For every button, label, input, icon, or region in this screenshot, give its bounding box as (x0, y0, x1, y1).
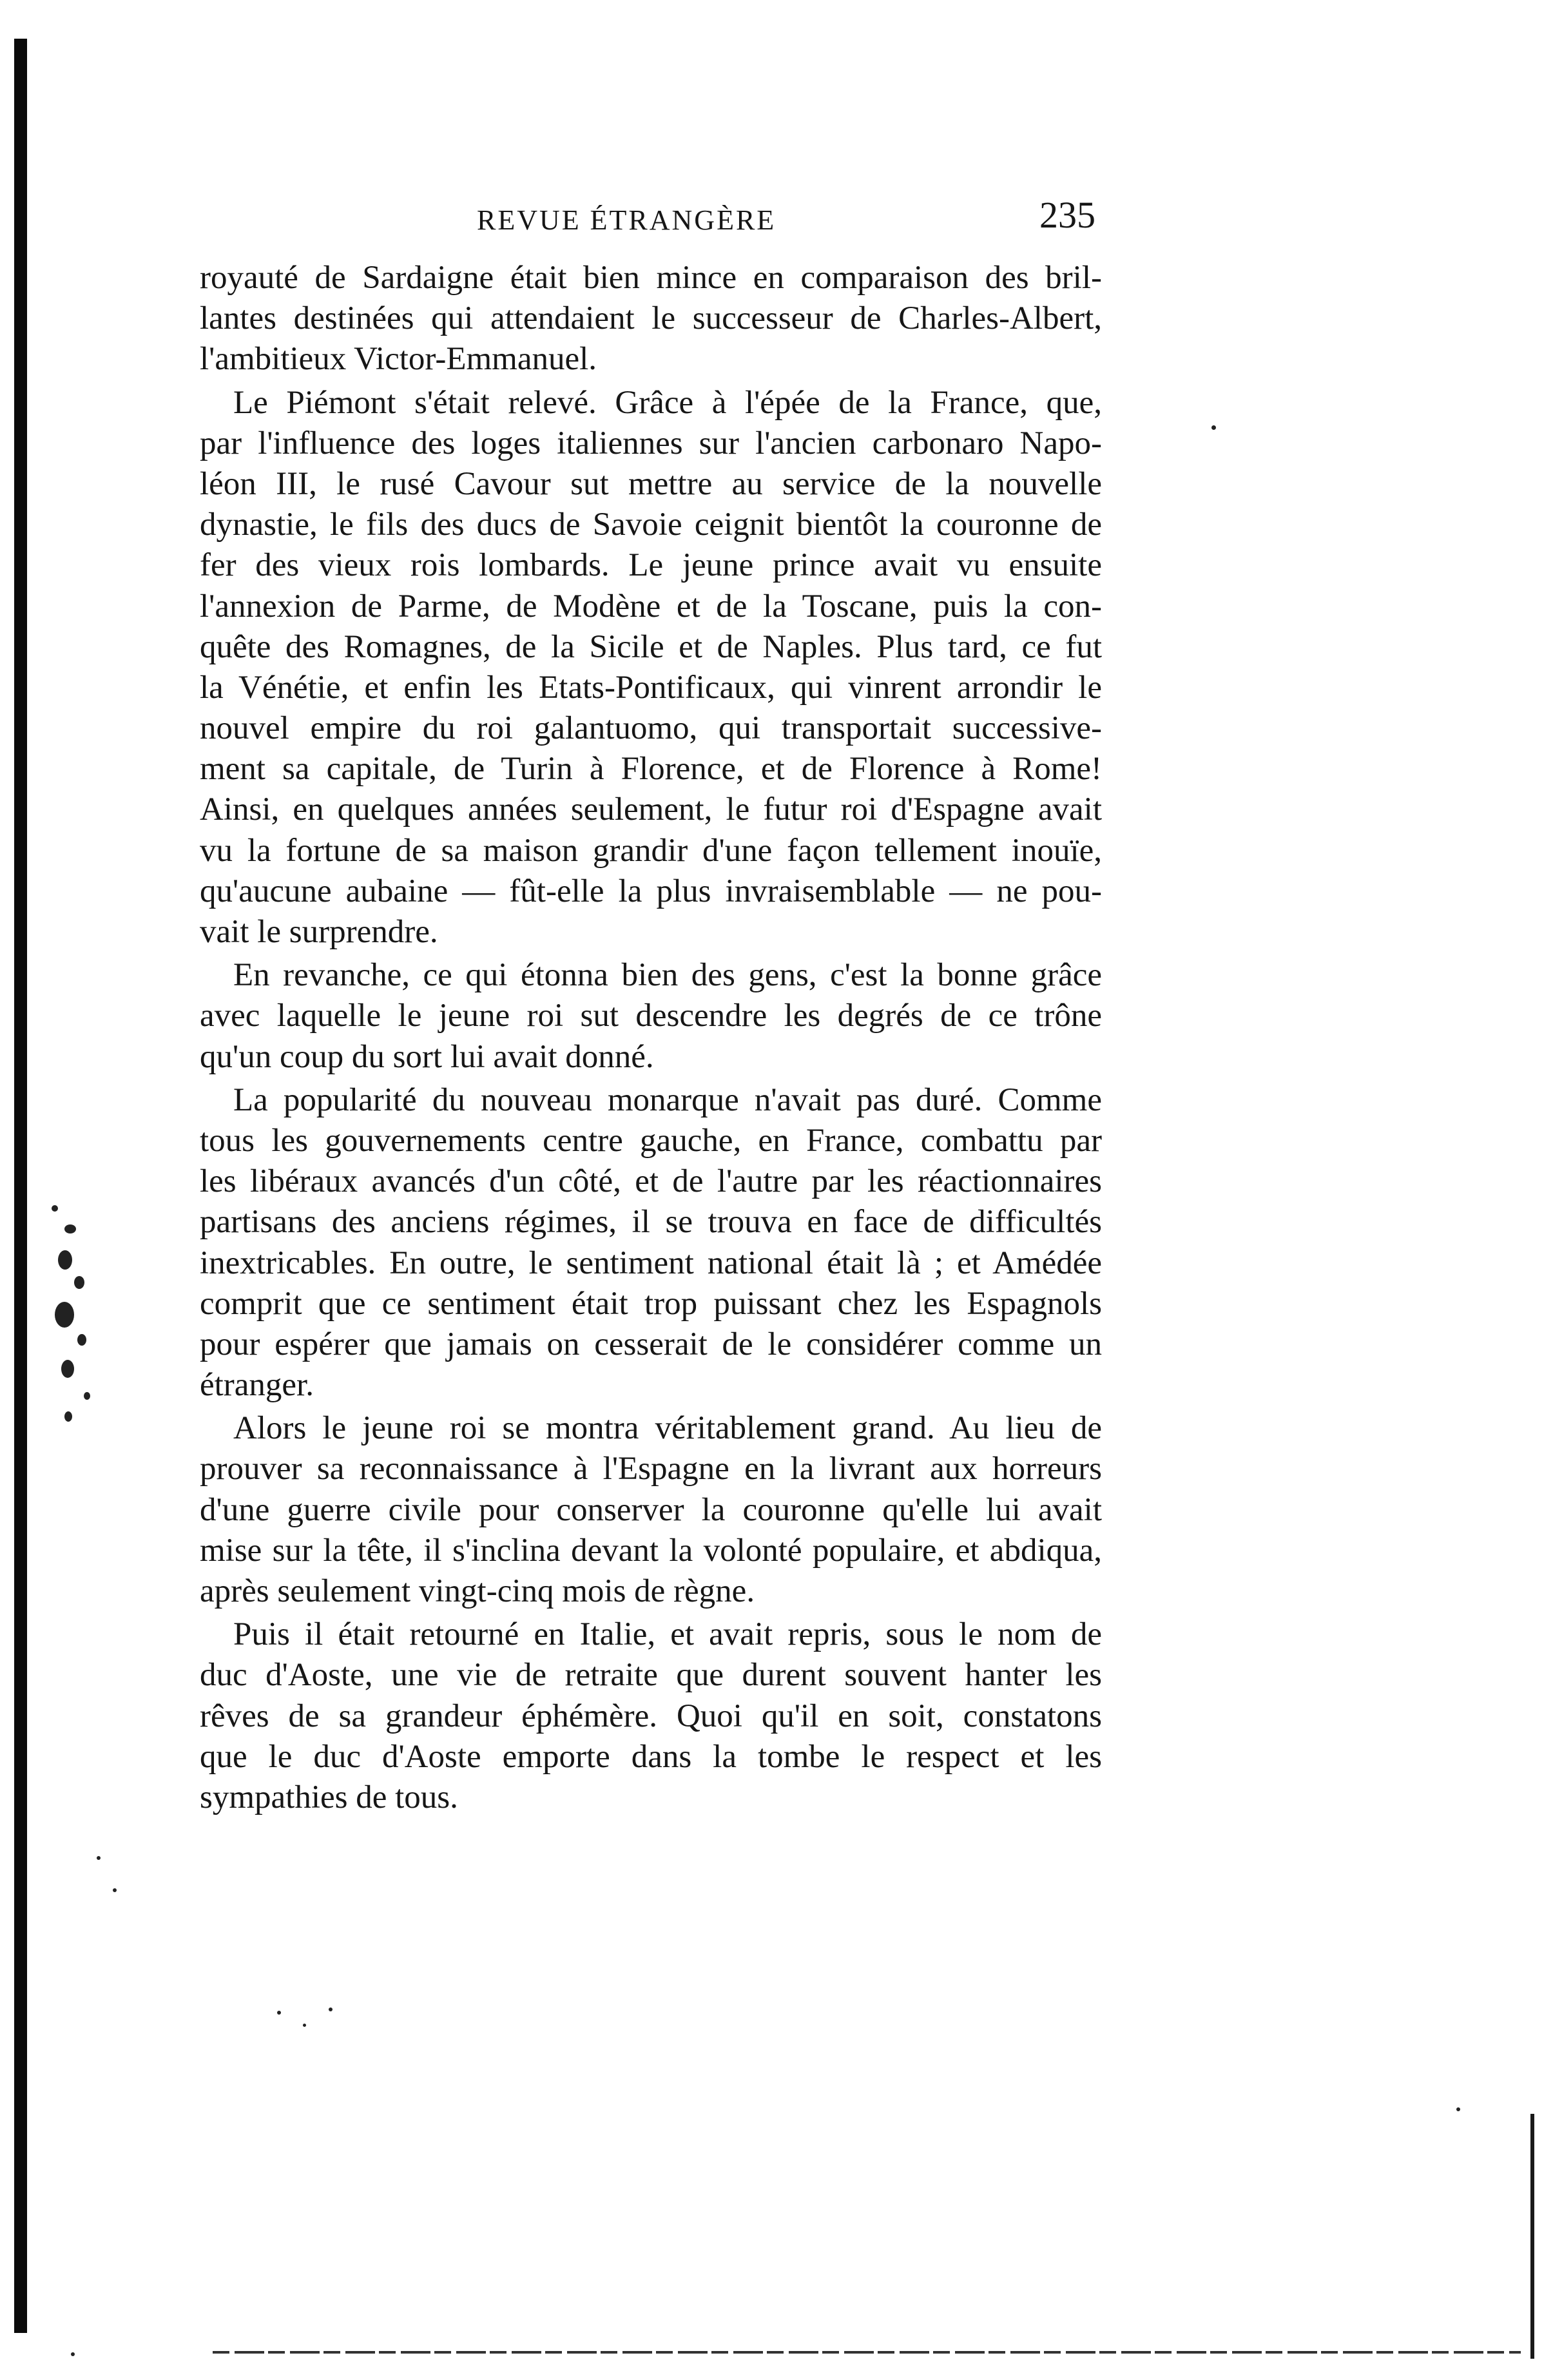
running-title: REVUE ÉTRANGÈRE (477, 204, 776, 236)
scan-speck (303, 2024, 306, 2027)
text-line: vait le surprendre. (200, 914, 438, 950)
paragraph-5 (200, 1408, 1102, 1612)
scan-smudge (39, 1199, 103, 1431)
paragraph-1 (200, 258, 1102, 380)
paragraph-6 (200, 1614, 1102, 1818)
text-line: Le Piémont s'était relevé. Grâce à l'épée de la France, que, (233, 384, 1102, 421)
paragraph-2 (200, 383, 1102, 953)
text-line: fer des vieux rois lombards. Le jeune prince avait vu ensuite (200, 547, 1102, 584)
text-line: mise sur la tête, il s'inclina devant la volonté populaire, et abdiqua, (200, 1532, 1102, 1569)
paragraph-3 (200, 955, 1102, 1078)
text-line: qu'un coup du sort lui avait donné. (200, 1038, 654, 1075)
text-line: comprit que ce sentiment était trop puissant chez les Espagnols (200, 1285, 1102, 1322)
text-line: l'annexion de Parme, de Modène et de la Toscane, puis la con- (200, 588, 1102, 624)
text-line: Ainsi, en quelques années seulement, le futur roi d'Espagne avait (200, 791, 1102, 828)
text-line: lantes destinées qui attendaient le successeur de Charles-Albert, (200, 300, 1102, 337)
text-line: par l'influence des loges italiennes sur l'ancien carbonaro Napo- (200, 425, 1102, 461)
text-line: que le duc d'Aoste emporte dans la tombe le respect et les (200, 1738, 1102, 1775)
text-line: tous les gouvernements centre gauche, en France, combattu par (200, 1122, 1102, 1159)
text-line: après seulement vingt-cinq mois de règne. (200, 1573, 755, 1609)
text-line: duc d'Aoste, une vie de retraite que durent souvent hanter les (200, 1657, 1102, 1694)
text-line: Puis il était retourné en Italie, et avait repris, sous le nom de (233, 1616, 1102, 1653)
body-text (200, 258, 1102, 1818)
text-line: pour espérer que jamais on cesserait de le considérer comme un (200, 1326, 1102, 1362)
text-line: vu la fortune de sa maison grandir d'une façon tellement inouïe, (200, 832, 1102, 869)
text-line: la Vénétie, et enfin les Etats-Pontificaux, qui vinrent arrondir le (200, 669, 1102, 706)
bottom-scan-rule (213, 2351, 1521, 2354)
scan-speck (71, 2352, 75, 2356)
scan-speck (113, 1888, 117, 1892)
text-line: partisans des anciens régimes, il se trouva en face de difficultés (200, 1204, 1102, 1241)
text-line: La popularité du nouveau monarque n'avait pas duré. Comme (233, 1081, 1102, 1118)
text-line: les libéraux avancés d'un côté, et de l'autre par les réactionnaires (200, 1163, 1102, 1200)
scan-speck (97, 1856, 101, 1860)
text-line: dynastie, le fils des ducs de Savoie ceignit bientôt la couronne de (200, 507, 1102, 543)
page-header (200, 193, 1102, 251)
text-line: prouver sa reconnaissance à l'Espagne en la livrant aux horreurs (200, 1451, 1102, 1487)
scan-speck (1456, 2107, 1460, 2111)
scan-speck (329, 2008, 333, 2011)
text-line: avec laquelle le jeune roi sut descendre les degrés de ce trône (200, 998, 1102, 1034)
scan-edge-bar (14, 39, 27, 2333)
text-line: l'ambitieux Victor-Emmanuel. (200, 341, 597, 378)
text-line: quête des Romagnes, de la Sicile et de Naples. Plus tard, ce fut (200, 628, 1102, 665)
text-line: rêves de sa grandeur éphémère. Quoi qu'il en soit, constatons (200, 1698, 1102, 1734)
scan-speck (1211, 425, 1216, 430)
text-line: sympathies de tous. (200, 1779, 458, 1815)
right-scan-mark (1530, 2114, 1534, 2359)
text-line: inextricables. En outre, le sentiment national était là ; et Amédée (200, 1244, 1102, 1281)
text-line: d'une guerre civile pour conserver la couronne qu'elle lui avait (200, 1491, 1102, 1528)
page-number: 235 (1039, 194, 1095, 236)
text-line: nouvel empire du roi galantuomo, qui transportait successive- (200, 710, 1102, 747)
paragraph-4 (200, 1080, 1102, 1406)
text-line: Alors le jeune roi se montra véritablement grand. Au lieu de (233, 1410, 1102, 1447)
text-line: royauté de Sardaigne était bien mince en comparaison des bril- (200, 260, 1102, 296)
text-line: qu'aucune aubaine — fût-elle la plus invraisemblable — ne pou- (200, 873, 1102, 909)
text-line: En revanche, ce qui étonna bien des gens, c'est la bonne grâce (233, 957, 1102, 994)
text-line: étranger. (200, 1367, 314, 1404)
scan-speck (277, 2011, 281, 2015)
text-line: ment sa capitale, de Turin à Florence, et de Florence à Rome! (200, 751, 1102, 788)
text-line: léon III, le rusé Cavour sut mettre au service de la nouvelle (200, 465, 1102, 502)
